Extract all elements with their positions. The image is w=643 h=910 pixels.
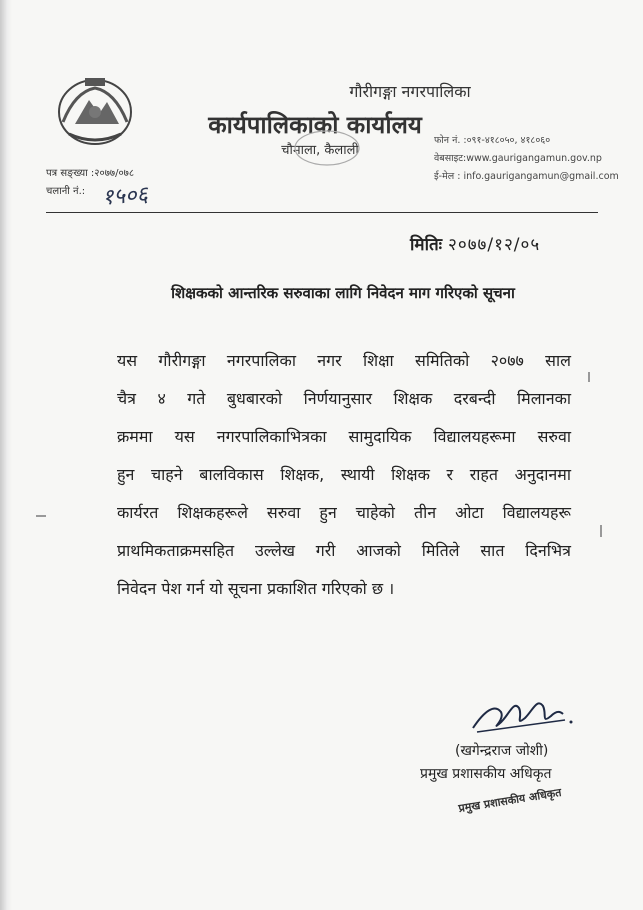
contact-email: ई-मेल : info.gaurigangamun@gmail.com [434, 171, 619, 182]
body-line: निवेदन पेश गर्न यो सूचना प्रकाशित गरिएको छ । [117, 579, 395, 598]
body-line: प्राथमिकताक्रमसहित उल्लेख गरी आजको मितिले सात दिनभित्र [117, 541, 571, 560]
office-name: कार्यपालिकाको कार्यालय [208, 111, 422, 139]
official-stamp: प्रमुख प्रशासकीय अधिकृत [457, 785, 563, 816]
body-line: यस गौरीगङ्गा नगरपालिका नगर शिक्षा समितिको २०७७ साल [117, 351, 571, 370]
office-place: चौमाला, कैलाली [281, 143, 359, 158]
notice-subject: शिक्षकको आन्तरिक सरुवाका लागि निवेदन माग गरिएको सूचना [171, 284, 515, 302]
scan-speck [600, 525, 602, 537]
dispatch-label: चलानी नं.: [46, 186, 86, 197]
body-line: कार्यरत शिक्षकहरूले सरुवा हुन चाहेको तीन ओटा विद्यालयहरू [117, 503, 571, 522]
scan-speck [588, 372, 590, 382]
date-value: २०७७/१२/०५ [448, 235, 541, 255]
nepal-emblem-icon [55, 72, 135, 148]
notice-date [410, 232, 540, 255]
scan-speck [36, 515, 46, 517]
signer-name: (खगेन्द्रराज जोशी) [455, 743, 549, 759]
reference-number: पत्र सङ्ख्या :२०७७/०७८ [46, 168, 135, 179]
dispatch-number-handwritten: १५०६ [101, 182, 149, 211]
body-line: चैत्र ४ गते बुधबारको निर्णयानुसार शिक्षक दरबन्दी मिलानका [117, 389, 571, 408]
header-divider [46, 212, 598, 213]
date-label: मितिः [410, 235, 443, 255]
municipality-name: गौरीगङ्गा नगरपालिका [349, 82, 471, 101]
signer-title: प्रमुख प्रशासकीय अधिकृत [420, 766, 552, 782]
signature-icon [455, 690, 585, 740]
office-seal-icon [292, 128, 362, 168]
body-line: क्रममा यस नगरपालिकाभित्रका सामुदायिक विद्यालयहरूमा सरुवा [117, 427, 571, 446]
contact-phone: फोन नं. :०९१-४१८०५०, ४१८०६० [434, 135, 551, 146]
contact-website: वेबसाइट:www.gaurigangamun.gov.np [434, 153, 602, 164]
scan-edge-shadow [0, 0, 12, 910]
body-line: हुन चाहने बालविकास शिक्षक, स्थायी शिक्षक र राहत अनुदानमा [117, 465, 571, 484]
